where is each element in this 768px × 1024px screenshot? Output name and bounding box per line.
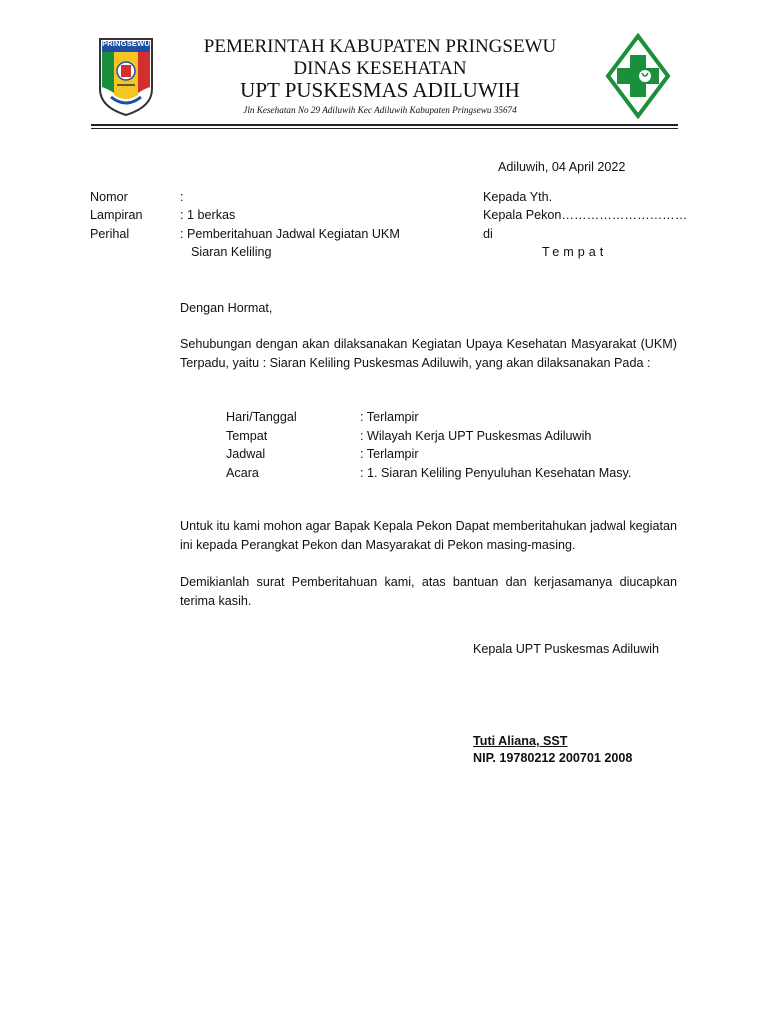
puskesmas-logo (605, 33, 671, 119)
recipient-line4: Tempat (542, 245, 608, 259)
letterhead-line1: PEMERINTAH KABUPATEN PRINGSEWU (203, 36, 557, 57)
recipient-line2: Kepala Pekon………………………… (483, 208, 688, 222)
letterhead (0, 0, 768, 130)
perihal-value-line2: Siaran Keliling (191, 245, 272, 259)
nomor-value: : (180, 190, 184, 204)
detail-label: Jadwal (226, 447, 266, 461)
detail-value: : Wilayah Kerja UPT Puskesmas Adiluwih (360, 428, 592, 443)
signature-name: Tuti Aliana, SST (473, 734, 568, 748)
logo-left-text: PRINGSEWU (101, 39, 151, 48)
detail-value: : 1. Siaran Keliling Penyuluhan Kesehatan Masy. (360, 465, 632, 480)
detail-row (226, 427, 676, 446)
header-rule (91, 124, 678, 126)
letterhead-line2: DINAS KESEHATAN (293, 58, 467, 79)
header-rule-thin (91, 128, 678, 129)
lampiran-value: : 1 berkas (180, 208, 236, 222)
signature-title: Kepala UPT Puskesmas Adiluwih (473, 642, 659, 656)
detail-value: : Terlampir (360, 447, 419, 461)
greeting: Dengan Hormat, (180, 301, 273, 315)
pringsewu-regency-logo (97, 37, 155, 117)
detail-label: Tempat (226, 428, 268, 443)
details-list (226, 408, 676, 482)
signature-nip: NIP. 19780212 200701 2008 (473, 751, 633, 765)
lampiran-label: Lampiran (90, 208, 143, 222)
letter-date: Adiluwih, 04 April 2022 (498, 160, 626, 174)
detail-value: : Terlampir (360, 410, 419, 424)
letterhead-line3: UPT PUSKESMAS ADILUWIH (240, 78, 520, 102)
detail-row (226, 408, 676, 427)
paragraph-2: Untuk itu kami mohon agar Bapak Kepala Pekon Dapat memberitahukan jadwal kegiatan ini kepada Perangkat Pekon dan Masyarakat di Pekon masing-masing. (180, 519, 677, 552)
detail-label: Hari/Tanggal (226, 410, 297, 424)
perihal-label: Perihal (90, 227, 130, 241)
recipient-line1: Kepada Yth. (483, 190, 553, 204)
paragraph-1: Sehubungan dengan akan dilaksanakan Kegiatan Upaya Kesehatan Masyarakat (UKM) Terpadu, yaitu : Siaran Keliling Puskesmas Adiluwih, yang akan dilaksanakan Pada : (180, 337, 677, 370)
paragraph-3: Demikianlah surat Pemberitahuan kami, atas bantuan dan kerjasamanya diucapkan terima kasih. (180, 575, 677, 608)
letterhead-address: Jln Kesehatan No 29 Adiluwih Kec Adiluwih Kabupaten Pringsewu 35674 (243, 105, 517, 115)
recipient-line3: di (483, 227, 493, 241)
detail-label: Acara (226, 465, 259, 480)
perihal-value: : Pemberitahuan Jadwal Kegiatan UKM (180, 227, 400, 241)
detail-row (226, 445, 676, 464)
nomor-label: Nomor (90, 190, 128, 204)
detail-row (226, 464, 676, 483)
